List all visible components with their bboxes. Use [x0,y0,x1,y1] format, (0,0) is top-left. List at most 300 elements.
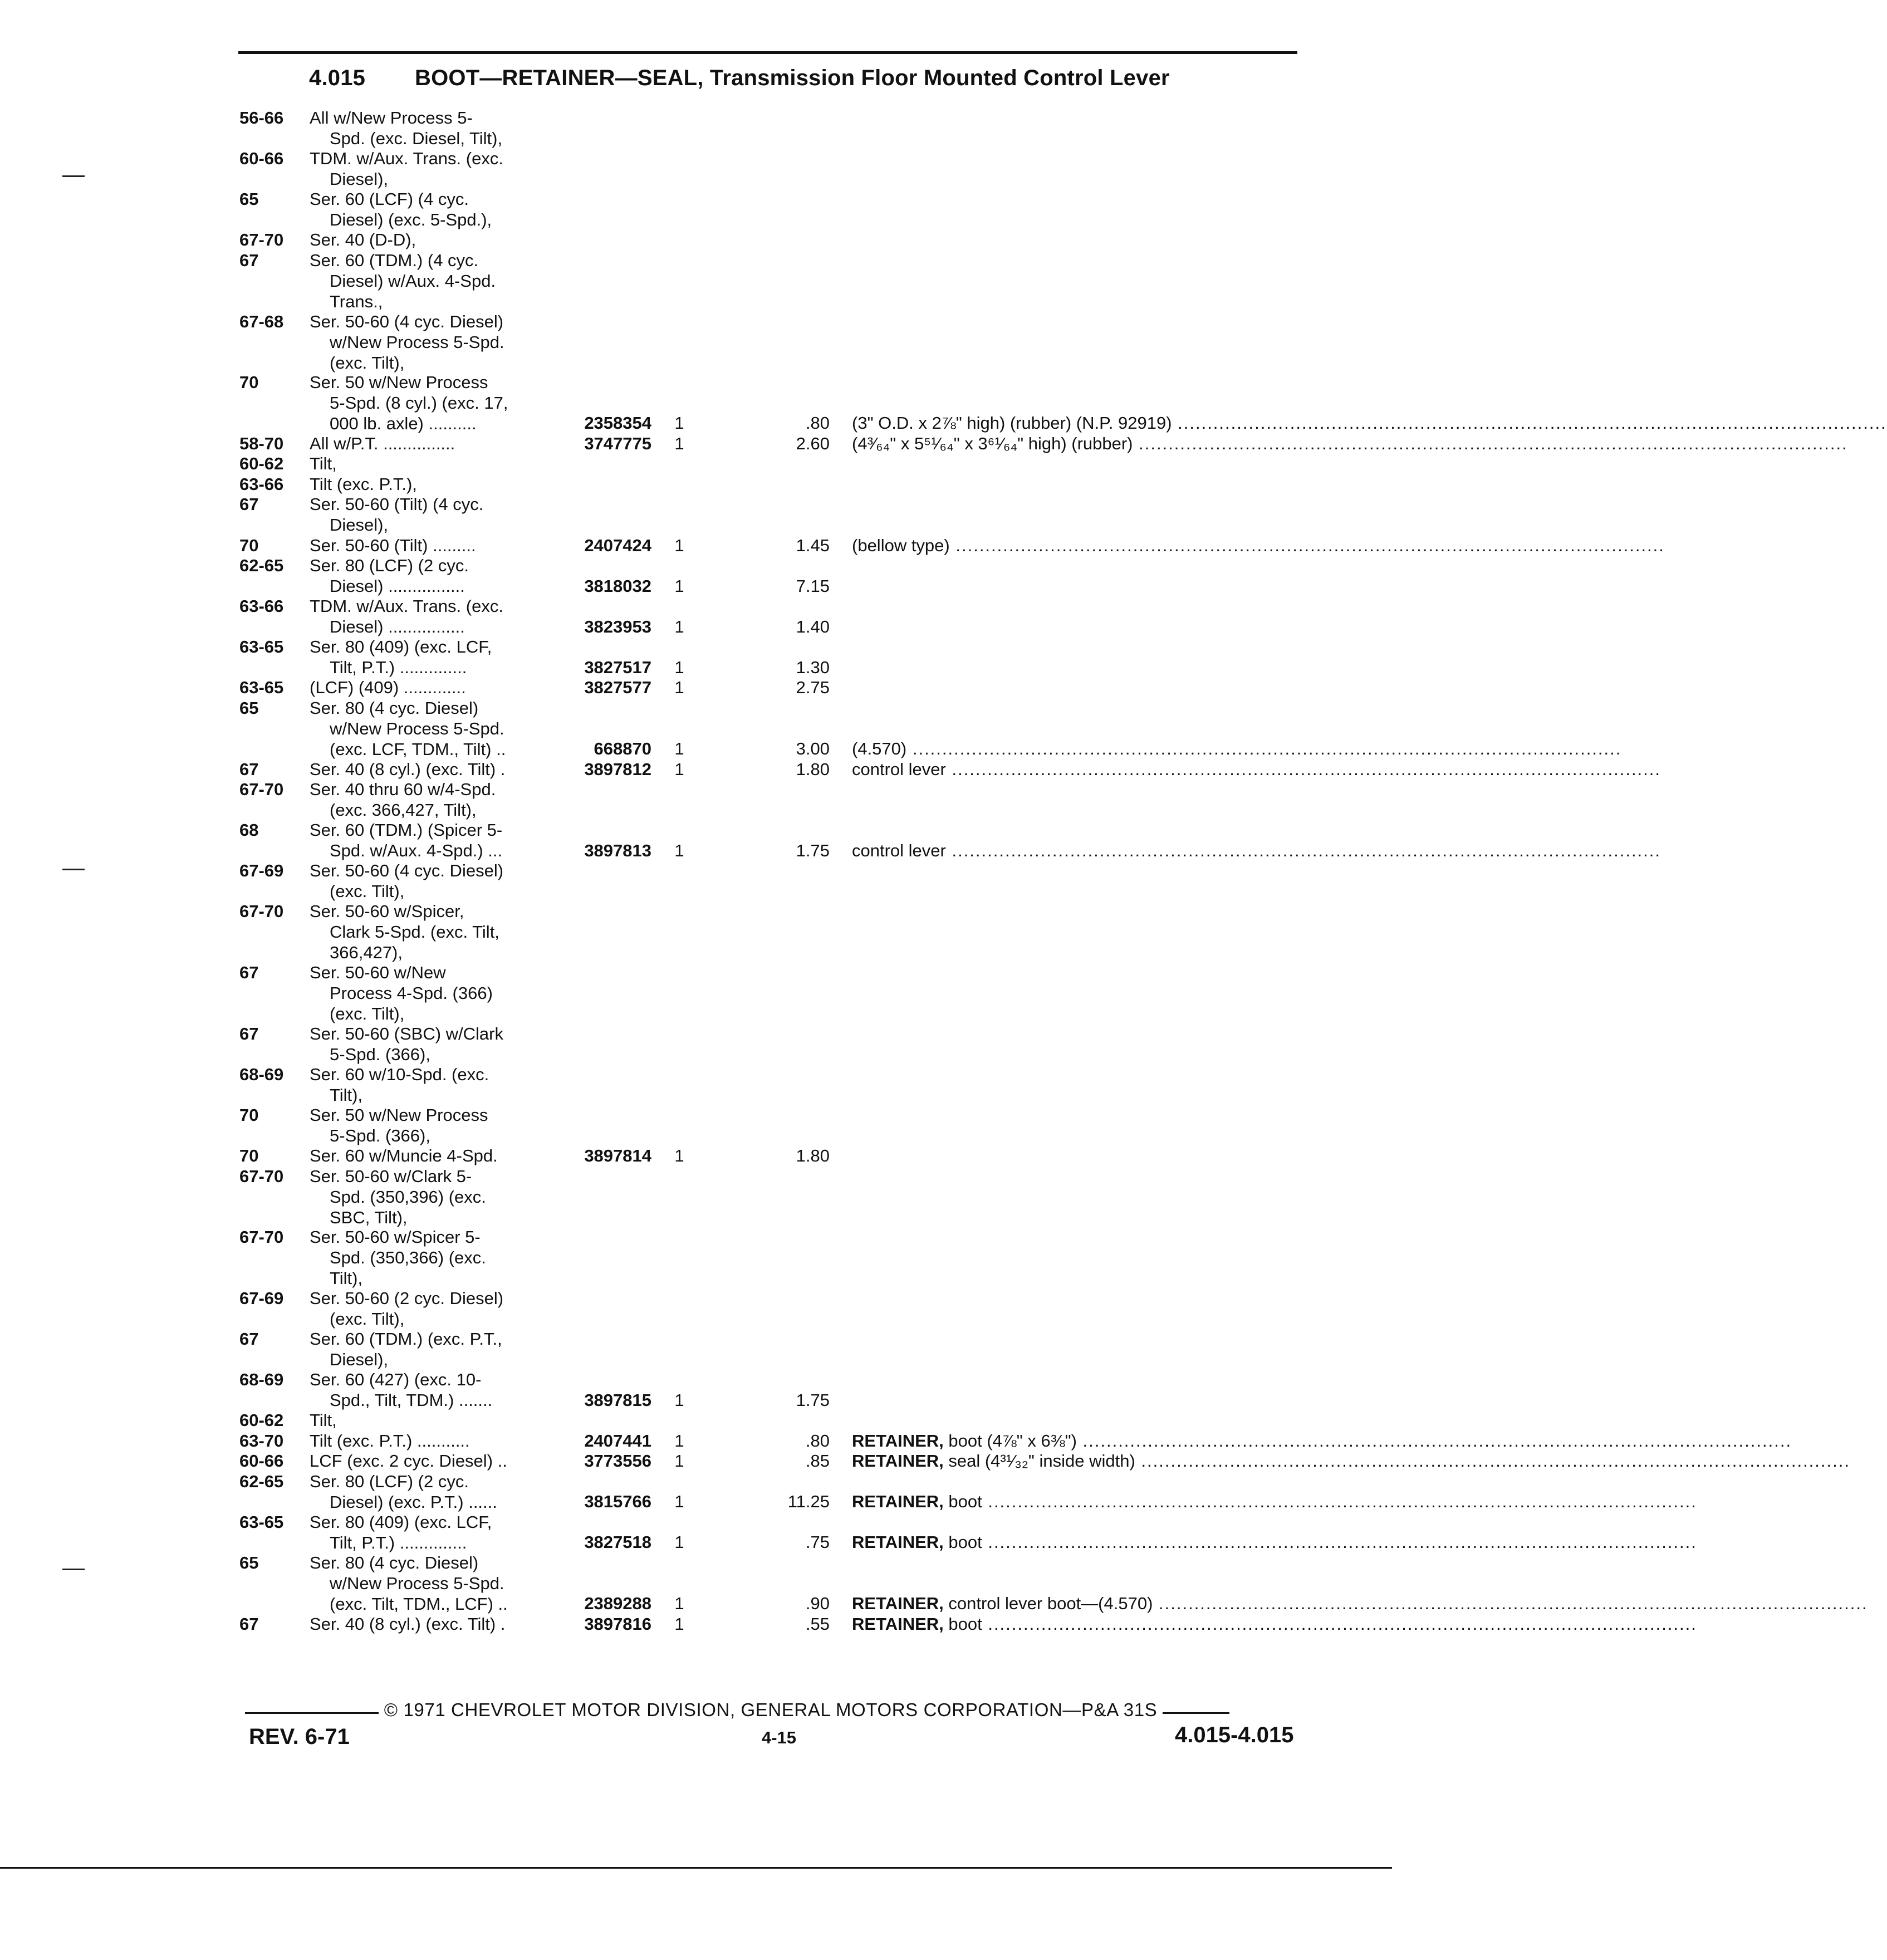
remarks-text: boot (4⅞" x 6⅜") [943,1430,1077,1451]
description-line: Tilt, P.T.) .............. [330,1532,467,1552]
description-line: 5-Spd. (366), [330,1125,430,1145]
part-number: 3747775 [584,433,651,453]
quantity: 1 [674,1492,684,1512]
model-years: 67 [239,1023,259,1043]
description-line: Ser. 50 w/New Process [310,1105,488,1125]
description-line: LCF (exc. 2 cyc. Diesel) .. [310,1451,507,1471]
parts-entry [239,779,1353,820]
remarks [852,759,1661,780]
model-years: 70 [239,535,259,555]
quantity: 1 [674,1451,684,1471]
list-price: .80 [805,1430,830,1451]
application-description [310,453,337,474]
application-description [310,820,502,861]
quantity: 1 [674,576,684,596]
description-line: Ser. 60 w/Muncie 4-Spd. [310,1146,498,1166]
application-description [310,1166,486,1228]
part-number: 3827577 [584,678,651,698]
quantity: 1 [674,1614,684,1634]
parts-entry [239,759,1661,780]
description-line: Ser. 50-60 (4 cyc. Diesel) [310,861,504,881]
application-description [310,1410,337,1430]
model-years: 67 [239,963,259,983]
description-line: Diesel) (exc. P.T.) ...... [330,1492,497,1512]
model-years: 68 [239,820,259,840]
description-line: 000 lb. axle) .......... [330,414,477,434]
margin-mark [62,175,85,177]
remarks [852,433,1848,454]
parts-entry [239,229,1353,250]
list-price: 1.80 [796,759,830,779]
section-title: BOOT—RETAINER—SEAL, Transmission Floor Mounted Control Lever [415,66,1170,90]
quantity: 1 [674,616,684,636]
remarks-heading: RETAINER, [852,1492,944,1512]
application-description [310,1329,502,1370]
quantity: 1 [674,840,684,860]
description-line: Ser. 50-60 (SBC) w/Clark [310,1023,503,1043]
dot-leader: ........................................................................................................................ [906,739,1622,759]
description-line: Ser. 60 (427) (exc. 10- [310,1370,482,1390]
part-number: 2407441 [584,1430,651,1451]
parts-entry [239,1105,1353,1145]
top-rule [238,51,1297,54]
bottom-rule [0,1867,1392,1869]
description-line: (exc. Tilt), [330,881,405,901]
model-years: 63-65 [239,637,284,657]
list-price: .80 [805,413,830,433]
application-description [310,1614,505,1634]
description-line: Ser. 60 (TDM.) (Spicer 5- [310,820,503,840]
model-years: 67-70 [239,901,284,922]
model-years: 65 [239,1553,259,1573]
part-number: 3897813 [584,840,651,860]
dot-leader: ........................................................................................................................ [1172,413,1887,433]
remarks [852,1532,1697,1552]
application-description [310,535,476,556]
quantity: 1 [674,1146,684,1166]
part-number: 3827517 [584,657,651,677]
description-line: Ser. 80 (409) (exc. LCF, [310,1512,492,1532]
description-line: Diesel) w/Aux. 4-Spd. [330,271,496,291]
list-price: 1.75 [796,1390,830,1410]
remarks-text: (4³⁄₆₄" x 5⁵¹⁄₆₄" x 3⁶¹⁄₆₄" high) (rubber) [852,433,1133,453]
model-years: 60-66 [239,1451,284,1471]
description-line: Tilt (exc. P.T.), [310,474,417,494]
model-years: 67-70 [239,1166,284,1186]
parts-entry [239,820,1661,861]
description-line: Tilt), [330,1268,363,1288]
description-line: (exc. Tilt), [330,352,405,373]
application-description [310,474,417,494]
application-description [310,107,502,149]
parts-entry [239,311,1353,373]
list-price: 2.60 [796,433,830,453]
part-number: 3827518 [584,1532,651,1552]
application-description [310,1369,492,1410]
description-line: Diesel), [330,1350,389,1369]
parts-entry [239,1145,1353,1166]
application-description [310,759,505,780]
quantity: 1 [674,1390,684,1410]
description-line: Tilt), [330,1085,363,1105]
quantity: 1 [674,535,684,555]
quantity: 1 [674,759,684,779]
description-line: Process 4-Spd. (366) [330,983,493,1003]
margin-mark [62,1569,85,1570]
model-years: 67-70 [239,780,284,800]
copyright-text: © 1971 CHEVROLET MOTOR DIVISION, GENERAL MOTORS CORPORATION—P&A 31S [384,1699,1158,1720]
description-line: Clark 5-Spd. (exc. Tilt, [330,922,499,942]
model-years: 67-70 [239,230,284,250]
parts-entry [239,535,1665,556]
remarks [852,1451,1850,1471]
parts-entry [239,1552,1868,1614]
application-description [310,311,504,373]
parts-entry [239,1329,1353,1369]
model-years: 56-66 [239,108,284,128]
part-number: 3815766 [584,1492,651,1512]
list-price: .90 [805,1594,830,1614]
parts-entry [239,962,1353,1023]
description-line: Spd. w/Aux. 4-Spd.) ... [330,841,503,861]
model-years: 67-69 [239,1288,284,1308]
footer-copyright [245,1699,1297,1721]
application-description [310,1552,508,1614]
remarks [852,738,1622,759]
description-line: Ser. 40 thru 60 w/4-Spd. [310,780,496,800]
description-line: Diesel), [330,169,389,189]
remarks [852,1593,1868,1614]
margin-mark [62,869,85,870]
description-line: TDM. w/Aux. Trans. (exc. [310,149,503,169]
model-years: 60-66 [239,149,284,169]
parts-entry [239,1369,1353,1410]
remarks-heading: RETAINER, [852,1614,944,1634]
quantity: 1 [674,1532,684,1552]
description-line: Spd. (exc. Diesel, Tilt), [330,129,503,148]
parts-entry [239,107,1353,148]
parts-entry [239,1023,1353,1064]
model-years: 63-70 [239,1430,284,1451]
application-description [310,677,466,698]
remarks-text: (bellow type) [852,535,950,555]
remarks-text: boot [943,1532,982,1552]
description-line: Ser. 50-60 w/Spicer, [310,901,464,922]
description-line: Ser. 50-60 (4 cyc. Diesel) [310,311,504,331]
application-description [310,229,416,250]
description-line: Ser. 80 (4 cyc. Diesel) [310,1553,479,1573]
part-number: 3897814 [584,1146,651,1166]
description-line: 366,427), [330,943,403,963]
parts-entry [239,1614,1697,1634]
remarks [852,840,1661,861]
dot-leader: ........................................................................................................................ [945,759,1661,779]
application-description [310,1105,488,1146]
parts-entry [239,1451,1850,1471]
remarks-text: (3" O.D. x 2⅞" high) (rubber) (N.P. 92919) [852,413,1172,433]
application-description [310,1430,470,1451]
description-line: w/New Process 5-Spd. [330,332,504,352]
parts-entry [239,698,1622,759]
remarks-heading: RETAINER, [852,1451,944,1471]
description-line: Ser. 50-60 (Tilt) ......... [310,535,476,555]
application-description [310,189,492,230]
description-line: (exc. Tilt), [330,1004,405,1024]
description-line: Ser. 50-60 (Tilt) (4 cyc. [310,494,484,514]
page-title [309,66,1170,91]
part-number: 3897812 [584,759,651,779]
model-years: 65 [239,189,259,209]
parts-entry [239,1410,1353,1430]
part-number: 2407424 [584,535,651,555]
parts-entry [239,555,1353,596]
description-line: (exc. Tilt, TDM., LCF) .. [330,1594,508,1614]
model-years: 67-68 [239,311,284,331]
description-line: (exc. Tilt), [330,1309,405,1329]
list-price: .55 [805,1614,830,1634]
description-line: Ser. 60 (TDM.) (exc. P.T., [310,1329,502,1349]
model-years: 70 [239,373,259,393]
application-description [310,779,496,820]
list-price: 1.80 [796,1146,830,1166]
application-description [310,1227,486,1288]
description-line: SBC, Tilt), [330,1207,408,1227]
part-number: 668870 [594,739,651,759]
model-years: 67 [239,250,259,270]
application-description [310,494,483,535]
parts-entry [239,433,1848,454]
remarks-text: (4.570) [852,739,907,759]
description-line: Tilt, [310,1410,337,1430]
remarks [852,1430,1792,1451]
list-price: .75 [805,1532,830,1552]
remarks [852,535,1665,556]
list-price: 11.25 [787,1492,830,1512]
description-line: (exc. 366,427, Tilt), [330,800,477,820]
dot-leader: ........................................................................................................................ [982,1492,1697,1512]
description-line: Diesel) ................ [330,576,465,596]
remarks [852,1491,1697,1512]
application-description [310,555,469,596]
remarks-heading: RETAINER, [852,1594,944,1614]
list-price: 2.75 [796,678,830,698]
remarks-text: boot [943,1492,982,1512]
quantity: 1 [674,678,684,698]
remarks-heading: RETAINER, [852,1532,944,1552]
application-description [310,860,503,901]
parts-entry [239,372,1887,434]
application-description [310,1512,492,1553]
parts-entry [239,1288,1353,1329]
description-line: Ser. 80 (4 cyc. Diesel) [310,698,479,718]
page-number: 4-15 [762,1728,797,1747]
dot-leader: ........................................................................................................................ [1076,1430,1792,1451]
dot-leader: ........................................................................................................................ [945,840,1661,860]
application-description [310,372,508,434]
application-description [310,1471,497,1512]
part-number: 3823953 [584,616,651,636]
parts-entry [239,148,1353,189]
list-price: 7.15 [796,576,830,596]
remarks-text: control lever [852,759,946,779]
model-years: 67 [239,494,259,514]
application-description [310,1145,498,1166]
quantity: 1 [674,433,684,453]
application-description [310,636,492,678]
application-description [310,433,455,454]
description-line: TDM. w/Aux. Trans. (exc. [310,596,503,616]
model-years: 67 [239,1614,259,1634]
description-line: Diesel) (exc. 5-Spd.), [330,210,492,230]
description-line: Diesel) ................ [330,617,465,637]
application-description [310,148,503,189]
parts-entry [239,901,1353,962]
dot-leader: ........................................................................................................................ [1135,1451,1850,1471]
description-line: Ser. 50-60 w/Clark 5- [310,1166,472,1186]
model-years: 60-62 [239,454,284,474]
part-number: 3897816 [584,1614,651,1634]
description-line: Ser. 80 (409) (exc. LCF, [310,637,492,657]
parts-entry [239,1430,1792,1451]
parts-entry [239,189,1353,229]
description-line: Ser. 80 (LCF) (2 cyc. [310,1471,469,1491]
list-price: 1.40 [796,616,830,636]
description-line: Ser. 50-60 w/New [310,963,446,983]
parts-entry [239,474,1353,494]
description-line: Tilt, [310,454,337,474]
parts-entry [239,1471,1697,1512]
description-line: 5-Spd. (366), [330,1044,430,1064]
description-line: Ser. 40 (D-D), [310,230,416,250]
model-years: 68-69 [239,1064,284,1084]
description-line: Trans., [330,291,383,311]
parts-entry [239,1227,1353,1288]
model-years: 65 [239,698,259,718]
remarks-text: control lever [852,840,946,860]
list-price: 1.30 [796,657,830,677]
description-line: All w/P.T. ............... [310,433,455,453]
model-years: 62-65 [239,1471,284,1491]
list-price: 1.75 [796,840,830,860]
parts-entry [239,1512,1697,1552]
description-line: All w/New Process 5- [310,108,473,128]
description-line: Ser. 80 (LCF) (2 cyc. [310,556,469,576]
application-description [310,250,496,312]
model-years: 63-65 [239,678,284,698]
model-years: 68-69 [239,1370,284,1390]
dot-leader: ........................................................................................................................ [982,1614,1697,1634]
part-number: 3773556 [584,1451,651,1471]
model-years: 70 [239,1105,259,1125]
parts-entry [239,250,1353,311]
description-line: Ser. 50-60 w/Spicer 5- [310,1227,481,1247]
application-description [310,901,499,963]
description-line: Ser. 60 (LCF) (4 cyc. [310,189,469,209]
description-line: Spd. (350,396) (exc. [330,1187,486,1207]
quantity: 1 [674,657,684,677]
parts-entry [239,596,1353,636]
model-years: 67-70 [239,1227,284,1247]
dot-leader: ........................................................................................................................ [982,1532,1697,1552]
remarks-heading: RETAINER, [852,1430,944,1451]
description-line: Ser. 50-60 (2 cyc. Diesel) [310,1288,504,1308]
description-line: Tilt, P.T.) .............. [330,658,467,678]
description-line: Spd. (350,366) (exc. [330,1248,486,1268]
part-number: 2389288 [584,1594,651,1614]
part-number: 3897815 [584,1390,651,1410]
parts-entry [239,860,1353,901]
description-line: Ser. 60 (TDM.) (4 cyc. [310,250,479,270]
description-line: (exc. LCF, TDM., Tilt) .. [330,739,506,759]
model-years: 58-70 [239,433,284,453]
list-price: 1.45 [796,535,830,555]
dot-leader: ........................................................................................................................ [1133,433,1848,453]
description-line: Spd., Tilt, TDM.) ....... [330,1390,493,1410]
description-line: Tilt (exc. P.T.) ........... [310,1430,470,1451]
application-description [310,1288,503,1329]
section-range: 4.015-4.015 [1175,1723,1294,1747]
application-description [310,962,493,1024]
description-line: Diesel), [330,515,389,535]
application-description [310,698,506,759]
remarks-text: boot [943,1614,982,1634]
description-line: Ser. 60 w/10-Spd. (exc. [310,1064,489,1084]
parts-entry [239,636,1353,677]
application-description [310,1451,507,1471]
model-years: 60-62 [239,1410,284,1430]
description-line: 5-Spd. (8 cyl.) (exc. 17, [330,393,508,413]
parts-entry [239,677,1353,698]
application-description [310,596,503,637]
description-line: w/New Process 5-Spd. [330,718,504,738]
model-years: 67 [239,1329,259,1349]
application-description [310,1023,503,1065]
model-years: 63-65 [239,1512,284,1532]
remarks-text: seal (4³¹⁄₃₂" inside width) [943,1451,1135,1471]
model-years: 67 [239,759,259,779]
quantity: 1 [674,1430,684,1451]
quantity: 1 [674,739,684,759]
section-number: 4.015 [309,66,366,90]
parts-entry [239,1064,1353,1105]
parts-entry [239,453,1353,474]
parts-entry [239,1166,1353,1227]
model-years: 67-69 [239,861,284,881]
model-years: 70 [239,1146,259,1166]
quantity: 1 [674,1594,684,1614]
list-price: .85 [805,1451,830,1471]
dot-leader: ........................................................................................................................ [949,535,1665,555]
part-number: 3818032 [584,576,651,596]
description-line: w/New Process 5-Spd. [330,1574,504,1594]
description-line: (LCF) (409) ............. [310,678,466,698]
description-line: Ser. 40 (8 cyl.) (exc. Tilt) . [310,759,506,779]
model-years: 62-65 [239,556,284,576]
model-years: 63-66 [239,596,284,616]
parts-entry [239,494,1353,535]
revision-label: REV. 6-71 [249,1724,350,1749]
remarks-text: control lever boot—(4.570) [943,1594,1153,1614]
dot-leader: ........................................................................................................................ [1153,1594,1868,1614]
remarks [852,413,1887,433]
part-number: 2358354 [584,413,651,433]
description-line: Ser. 50 w/New Process [310,373,488,393]
remarks [852,1614,1697,1634]
description-line: Ser. 40 (8 cyl.) (exc. Tilt) . [310,1614,506,1634]
list-price: 3.00 [796,739,830,759]
model-years: 63-66 [239,474,284,494]
application-description [310,1064,489,1105]
